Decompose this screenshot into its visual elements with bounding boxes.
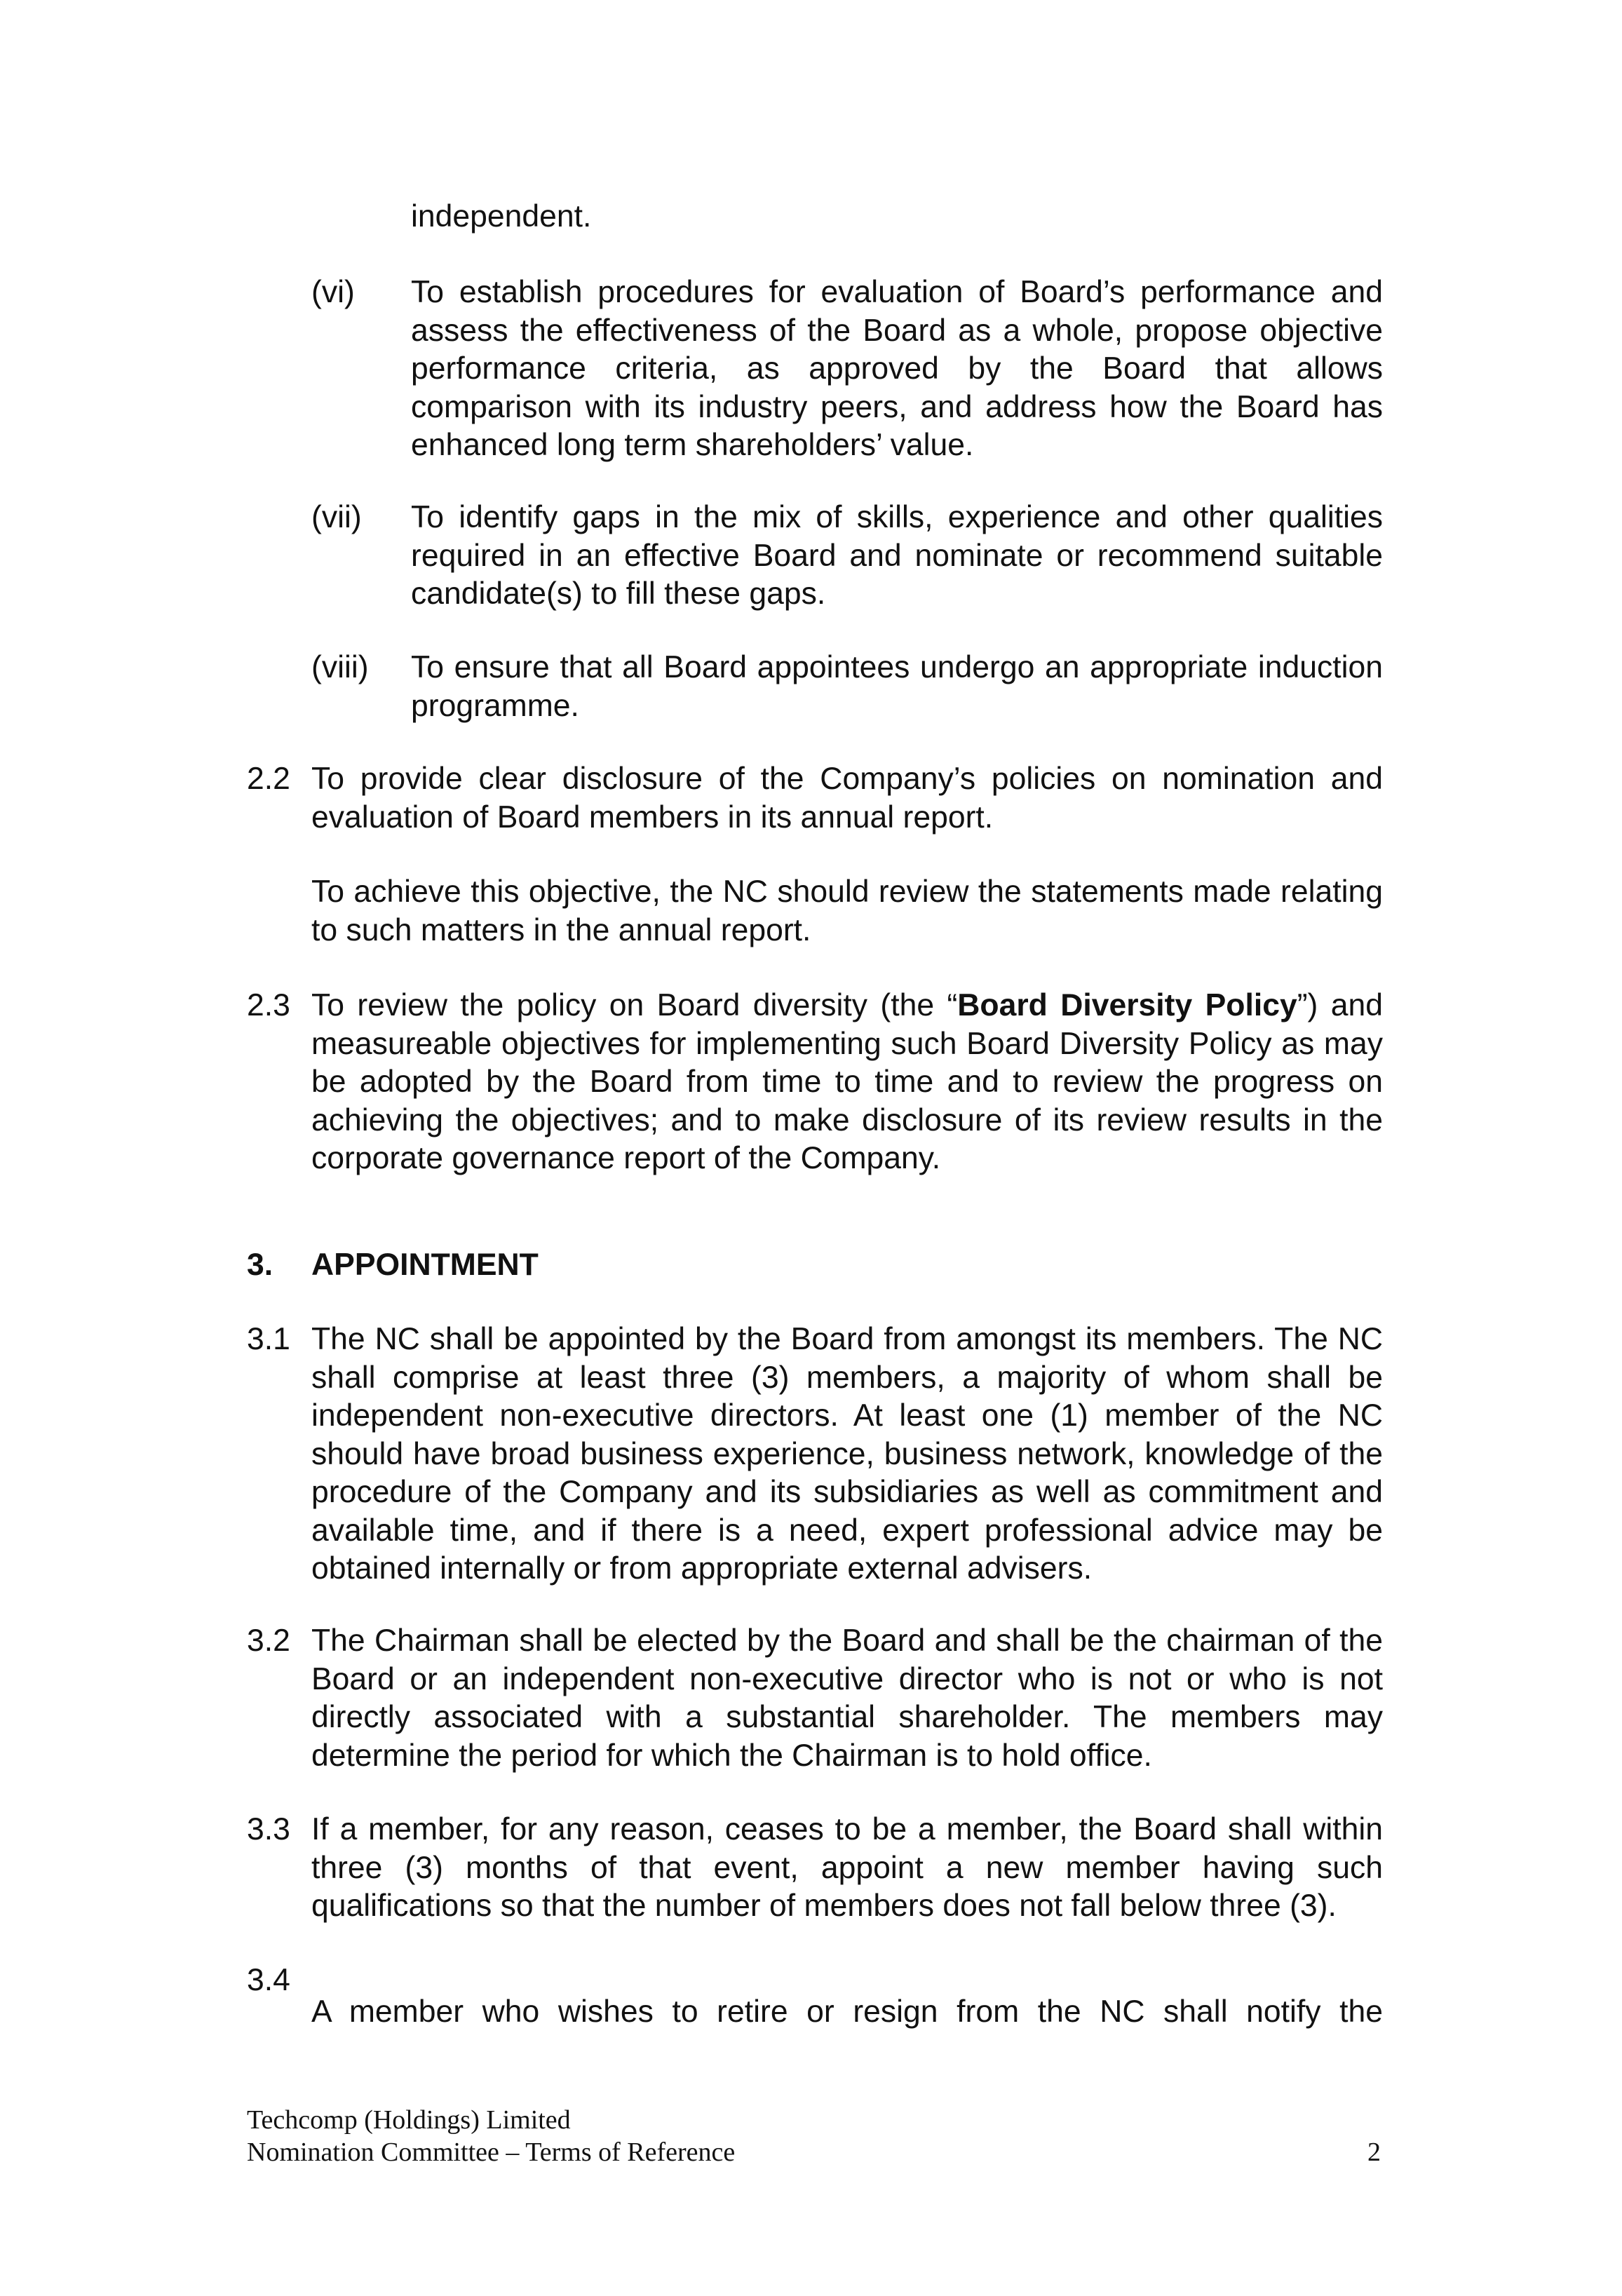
clause-number: 2.2: [247, 762, 290, 796]
section-number: 3.: [247, 1248, 273, 1282]
clause-number: 3.4: [247, 1963, 290, 1997]
clause-text: If a member, for any reason, ceases to be a member, the Board shall within three (3) months of that event, appoint a new member having such qualifications so that the number of members does not fall below three (3).: [311, 1812, 1383, 1923]
clause-text: The Chairman shall be elected by the Board and shall be the chairman of the Board or an independent non-executive director who is not or who is not directly associated with a substantial shareholder. The members may determine the period for which the Chairman is to hold office.: [311, 1623, 1383, 1773]
clause-text: A member who wishes to retire or resign from the NC shall notify the: [311, 1994, 1383, 2029]
footer-company: Techcomp (Holdings) Limited: [247, 2105, 571, 2135]
item-text: To identify gaps in the mix of skills, experience and other qualities required in an effective Board and nominate or recommend suitable candidate(s) to fill these gaps.: [411, 500, 1383, 611]
page-number: 2: [1367, 2138, 1381, 2167]
clause-text: The NC shall be appointed by the Board from amongst its members. The NC shall comprise at least three (3) members, a majority of whom shall be independent non-executive directors. At least one (1) member of the NC should have broad business experience, business network, knowledge of the procedure of the Company and its subsidiaries as well as commitment and available time, and if there is a need, expert professional advice may be obtained internally or from appropriate external advisers.: [311, 1322, 1383, 1586]
clause-text: [311, 987, 1383, 1178]
clause-text: To provide clear disclosure of the Company’s policies on nomination and evaluation of Board members in its annual report.: [311, 762, 1383, 835]
clause-number: 3.1: [247, 1322, 290, 1356]
defined-term: Board Diversity Policy: [957, 988, 1297, 1022]
footer-document-title: Nomination Committee – Terms of Reference: [247, 2138, 736, 2167]
continued-text: independent.: [411, 199, 592, 234]
item-text: To ensure that all Board appointees undergo an appropriate induction programme.: [411, 650, 1383, 723]
item-number: (viii): [311, 650, 369, 684]
item-number: (vii): [311, 500, 362, 534]
item-text: To establish procedures for evaluation of Board’s performance and assess the effectiveness of the Board as a whole, propose objective performance criteria, as approved by the Board that allows comparison with its industry peers, and address how the Board has enhanced long term shareholders’ value.: [411, 275, 1383, 462]
clause-number: 3.3: [247, 1812, 290, 1846]
clause-text-part: ”) and measureable objectives for implementing such Board Diversity Policy as may be adopted by the Board from time to time and to review the progress on achieving the objectives; and to make disclosure of its review results in the corporate governance report of the Company.: [311, 988, 1383, 1175]
clause-text: To achieve this objective, the NC should review the statements made relating to such matters in the annual report.: [311, 874, 1383, 947]
clause-text-part: To review the policy on Board diversity (the “: [311, 988, 958, 1022]
clause-number: 3.2: [247, 1623, 290, 1658]
clause-number: 2.3: [247, 988, 290, 1022]
item-number: (vi): [311, 275, 355, 309]
section-title: APPOINTMENT: [311, 1248, 539, 1282]
